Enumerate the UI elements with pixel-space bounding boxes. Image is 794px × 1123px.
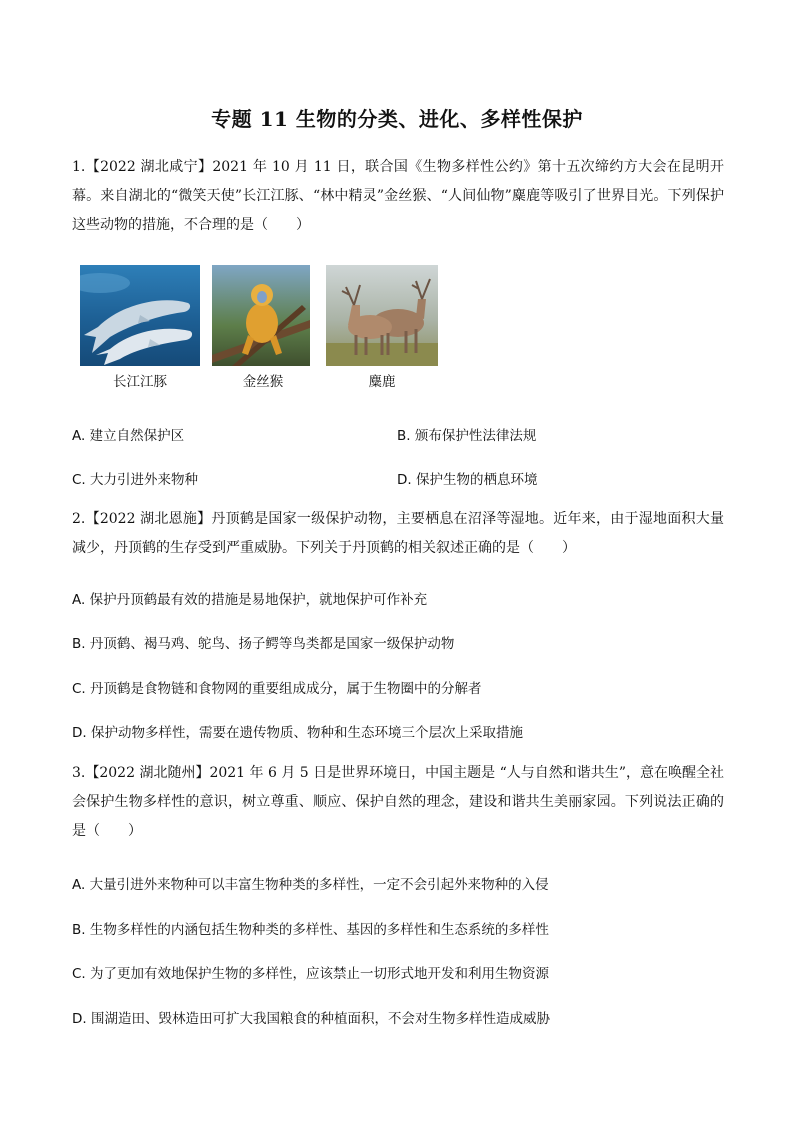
finless-porpoise-image: [80, 265, 200, 366]
question-3-option-b[interactable]: B. 生物多样性的内涵包括生物种类的多样性、基因的多样性和生态系统的多样性: [72, 922, 549, 938]
question-2-stem: 2.【2022 湖北恩施】丹顶鹤是国家一级保护动物，主要栖息在沼泽等湿地。近年来，由于湿地面积大量减少，丹顶鹤的生存受到严重威胁。下列关于丹顶鹤的相关叙述正确的是（ ）: [72, 511, 724, 556]
pere-david-deer-image: [326, 265, 438, 366]
question-1-option-d[interactable]: D. 保护生物的栖息环境: [397, 472, 538, 488]
question-2-option-d[interactable]: D. 保护动物多样性，需要在遗传物质、物种和生态环境三个层次上采取措施: [72, 725, 523, 741]
question-1-option-a[interactable]: A. 建立自然保护区: [72, 428, 185, 444]
golden-monkey-image: [212, 265, 310, 366]
pere-david-deer-caption: 麋鹿: [368, 374, 396, 390]
question-1-option-c[interactable]: C. 大力引进外来物种: [72, 472, 199, 488]
question-1-stem: 1.【2022 湖北咸宁】2021 年 10 月 11 日，联合国《生物多样性公约》第十五次缔约方大会在昆明开幕。来自湖北的“微笑天使”长江江豚、“林中精灵”金丝猴、“人间仙物”麋鹿等吸引了世界目光。下列保护这些动物的措施，不合理的是（ ）: [72, 159, 724, 233]
question-3-stem: 3.【2022 湖北随州】2021 年 6 月 5 日是世界环境日，中国主题是 “人与自然和谐共生”，意在唤醒全社会保护生物多样性的意识，树立尊重、顺应、保护自然的理念，建设和谐共生美丽家园。下列说法正确的是（ ）: [72, 765, 724, 839]
question-3-option-d[interactable]: D. 围湖造田、毁林造田可扩大我国粮食的种植面积，不会对生物多样性造成威胁: [72, 1011, 550, 1027]
golden-monkey-caption: 金丝猴: [242, 374, 284, 390]
question-2-option-b[interactable]: B. 丹顶鹤、褐马鸡、鸵鸟、扬子鳄等鸟类都是国家一级保护动物: [72, 636, 455, 652]
question-1-option-b[interactable]: B. 颁布保护性法律法规: [397, 428, 537, 444]
question-3-option-a[interactable]: A. 大量引进外来物种可以丰富生物种类的多样性，一定不会引起外来物种的入侵: [72, 877, 549, 893]
page-title: 专题 11 生物的分类、进化、多样性保护: [211, 107, 583, 131]
question-2-option-a[interactable]: A. 保护丹顶鹤最有效的措施是易地保护，就地保护可作补充: [72, 592, 428, 608]
question-3-option-c[interactable]: C. 为了更加有效地保护生物的多样性，应该禁止一切形式地开发和利用生物资源: [72, 966, 550, 982]
finless-porpoise-caption: 长江江豚: [113, 374, 167, 390]
question-2-option-c[interactable]: C. 丹顶鹤是食物链和食物网的重要组成成分，属于生物圈中的分解者: [72, 681, 482, 697]
